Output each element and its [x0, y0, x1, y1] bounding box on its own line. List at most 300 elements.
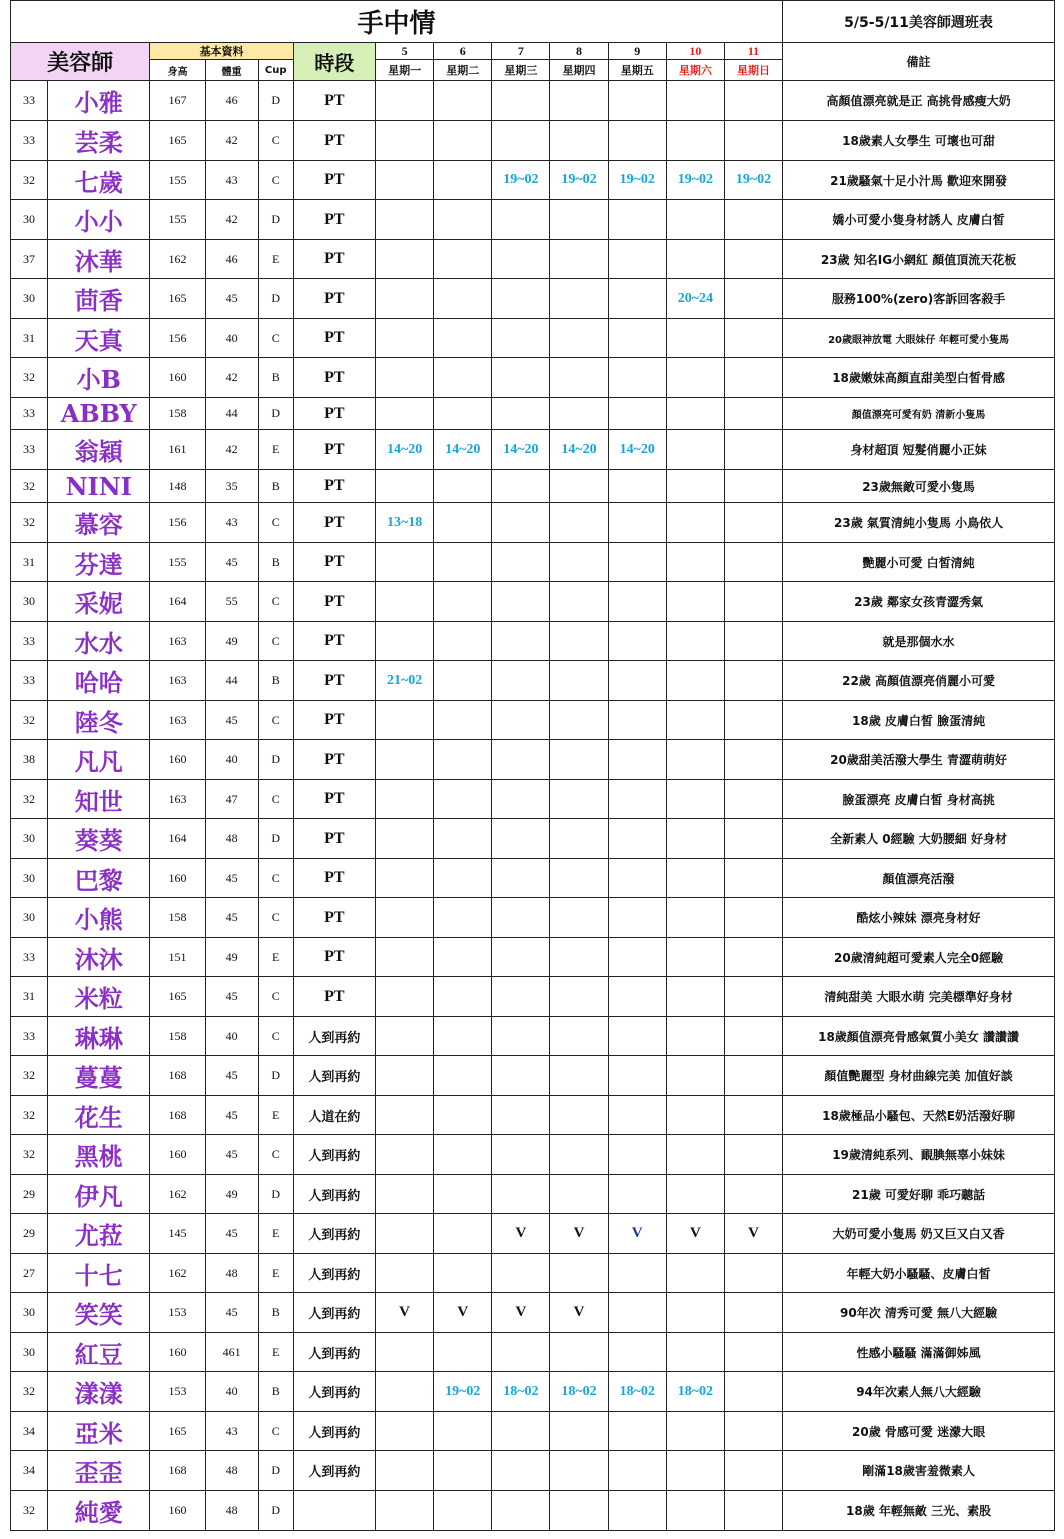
- weight-cell: 461: [205, 1333, 258, 1372]
- shift-cell: [666, 430, 724, 470]
- shift-cell: [608, 740, 666, 780]
- age-cell: 31: [11, 977, 48, 1017]
- shift-cell: [376, 582, 434, 622]
- height-cell: 168: [150, 1451, 205, 1491]
- table-row: [11, 1491, 1055, 1531]
- shift-cell: [376, 279, 434, 319]
- shift-cell: 18~02: [492, 1372, 550, 1412]
- cup-cell: D: [258, 740, 293, 780]
- beautician-name: 純愛: [48, 1491, 150, 1531]
- height-cell: 158: [150, 898, 205, 938]
- shift-cell: [724, 780, 782, 819]
- shift-cell: [492, 622, 550, 661]
- time-slot-cell: 人到再約: [293, 1333, 375, 1372]
- cup-cell: B: [258, 661, 293, 701]
- time-slot-cell: PT: [293, 859, 375, 898]
- time-slot-cell: PT: [293, 819, 375, 859]
- shift-cell: [608, 200, 666, 240]
- shift-cell: [724, 430, 782, 470]
- time-slot-cell: PT: [293, 543, 375, 582]
- age-cell: 32: [11, 470, 48, 503]
- shift-cell: [724, 81, 782, 121]
- shift-cell: [608, 582, 666, 622]
- shift-cell: [550, 1491, 608, 1531]
- shift-cell: [550, 470, 608, 503]
- beautician-name: 小小: [48, 200, 150, 240]
- time-slot-cell: PT: [293, 661, 375, 701]
- cup-cell: C: [258, 701, 293, 740]
- shift-cell: V: [608, 1214, 666, 1254]
- weight-cell: 44: [205, 661, 258, 701]
- shift-cell: 19~02: [550, 161, 608, 200]
- notes-cell: 20歲甜美活潑大學生 青澀萌萌好: [783, 740, 1055, 780]
- age-cell: 33: [11, 81, 48, 121]
- notes-cell: 21歲 可愛好聊 乖巧聽話: [783, 1175, 1055, 1214]
- time-slot-cell: 人到再約: [293, 1214, 375, 1254]
- notes-cell: 20歲眼神放電 大眼妹仔 年輕可愛小隻馬: [783, 319, 1055, 358]
- weight-cell: 40: [205, 319, 258, 358]
- shift-cell: [434, 661, 492, 701]
- weight-cell: 40: [205, 1017, 258, 1056]
- shift-cell: [724, 1175, 782, 1214]
- shift-cell: [724, 200, 782, 240]
- cup-cell: C: [258, 977, 293, 1017]
- shift-cell: [608, 398, 666, 430]
- notes-cell: 23歲 氣質清純小隻馬 小鳥依人: [783, 503, 1055, 543]
- beautician-name: 七歲: [48, 161, 150, 200]
- shift-cell: [434, 279, 492, 319]
- height-cell: 163: [150, 661, 205, 701]
- shift-cell: [434, 582, 492, 622]
- shift-cell: 21~02: [376, 661, 434, 701]
- notes-cell: 性感小騷騷 滿滿御姊風: [783, 1333, 1055, 1372]
- shift-cell: [434, 622, 492, 661]
- notes-cell: 顏值艷麗型 身材曲線完美 加值好談: [783, 1056, 1055, 1096]
- shift-cell: [666, 819, 724, 859]
- shift-cell: [434, 898, 492, 938]
- time-slot-cell: PT: [293, 582, 375, 622]
- weight-cell: 48: [205, 819, 258, 859]
- beautician-name: 陸冬: [48, 701, 150, 740]
- shift-cell: [550, 81, 608, 121]
- shift-cell: [492, 358, 550, 398]
- header-cup: Cup: [258, 60, 293, 81]
- shift-cell: [666, 200, 724, 240]
- shift-cell: [608, 1333, 666, 1372]
- age-cell: 37: [11, 240, 48, 279]
- shift-cell: [376, 859, 434, 898]
- notes-cell: 18歲嫩妹高顏直甜美型白皙骨感: [783, 358, 1055, 398]
- table-row: [11, 200, 1055, 240]
- shift-cell: [434, 977, 492, 1017]
- weight-cell: 44: [205, 398, 258, 430]
- cup-cell: E: [258, 1214, 293, 1254]
- height-cell: 167: [150, 81, 205, 121]
- shift-cell: [666, 661, 724, 701]
- age-cell: 29: [11, 1175, 48, 1214]
- age-cell: 30: [11, 200, 48, 240]
- shift-cell: [550, 938, 608, 977]
- shift-cell: [492, 81, 550, 121]
- beautician-name: 小熊: [48, 898, 150, 938]
- notes-cell: 90年次 清秀可愛 無八大經驗: [783, 1293, 1055, 1333]
- shift-cell: [434, 470, 492, 503]
- shift-cell: [666, 1293, 724, 1333]
- cup-cell: D: [258, 1175, 293, 1214]
- shift-cell: [724, 543, 782, 582]
- cup-cell: D: [258, 819, 293, 859]
- shift-cell: [434, 1254, 492, 1293]
- shift-cell: [376, 398, 434, 430]
- notes-cell: 23歲 知名IG小網紅 顏值頂流天花板: [783, 240, 1055, 279]
- shift-cell: [492, 200, 550, 240]
- height-cell: 161: [150, 430, 205, 470]
- cup-cell: B: [258, 470, 293, 503]
- shift-cell: [376, 1412, 434, 1451]
- shift-cell: [666, 701, 724, 740]
- shift-cell: [550, 622, 608, 661]
- notes-cell: 94年次素人無八大經驗: [783, 1372, 1055, 1412]
- shift-cell: [724, 503, 782, 543]
- table-row: [11, 1017, 1055, 1056]
- shift-cell: [608, 1293, 666, 1333]
- height-cell: 158: [150, 1017, 205, 1056]
- height-cell: 163: [150, 780, 205, 819]
- time-slot-cell: 人到再約: [293, 1372, 375, 1412]
- age-cell: 32: [11, 358, 48, 398]
- shift-cell: [434, 1491, 492, 1531]
- header-date: 11: [724, 43, 782, 60]
- shift-cell: [666, 977, 724, 1017]
- age-cell: 30: [11, 898, 48, 938]
- shift-cell: [376, 1096, 434, 1135]
- cup-cell: D: [258, 1451, 293, 1491]
- shift-cell: [434, 358, 492, 398]
- shift-cell: [492, 1096, 550, 1135]
- time-slot-cell: 人到再約: [293, 1293, 375, 1333]
- height-cell: 145: [150, 1214, 205, 1254]
- age-cell: 32: [11, 1056, 48, 1096]
- shift-cell: [724, 121, 782, 161]
- shift-cell: [724, 898, 782, 938]
- shift-cell: [376, 81, 434, 121]
- age-cell: 32: [11, 780, 48, 819]
- age-cell: 30: [11, 279, 48, 319]
- table-row: [11, 1096, 1055, 1135]
- shift-cell: [492, 1412, 550, 1451]
- notes-cell: 20歲 骨感可愛 迷濛大眼: [783, 1412, 1055, 1451]
- weight-cell: 42: [205, 200, 258, 240]
- shift-cell: [666, 319, 724, 358]
- shift-cell: [666, 1333, 724, 1372]
- time-slot-cell: PT: [293, 240, 375, 279]
- weight-cell: 45: [205, 543, 258, 582]
- shift-cell: [376, 1333, 434, 1372]
- time-slot-cell: PT: [293, 81, 375, 121]
- shift-cell: [724, 977, 782, 1017]
- notes-cell: 臉蛋漂亮 皮膚白皙 身材高挑: [783, 780, 1055, 819]
- height-cell: 160: [150, 1491, 205, 1531]
- height-cell: 153: [150, 1372, 205, 1412]
- shift-cell: [434, 543, 492, 582]
- table-row: [11, 701, 1055, 740]
- shift-cell: [608, 1175, 666, 1214]
- header-height: 身高: [150, 60, 205, 81]
- shift-cell: [492, 740, 550, 780]
- shift-cell: 19~02: [434, 1372, 492, 1412]
- beautician-name: 知世: [48, 780, 150, 819]
- beautician-name: 黑桃: [48, 1135, 150, 1175]
- shift-cell: [550, 701, 608, 740]
- header-beautician: 美容師: [11, 43, 150, 81]
- shift-cell: [608, 1096, 666, 1135]
- time-slot-cell: 人到再約: [293, 1412, 375, 1451]
- shift-cell: [724, 1135, 782, 1175]
- shift-cell: [666, 1096, 724, 1135]
- cup-cell: C: [258, 780, 293, 819]
- notes-cell: 身材超頂 短髮俏麗小正妹: [783, 430, 1055, 470]
- cup-cell: D: [258, 81, 293, 121]
- shift-cell: [666, 1056, 724, 1096]
- notes-cell: 18歲素人女學生 可壞也可甜: [783, 121, 1055, 161]
- weight-cell: 40: [205, 740, 258, 780]
- table-row: [11, 661, 1055, 701]
- weight-cell: 40: [205, 1372, 258, 1412]
- age-cell: 27: [11, 1254, 48, 1293]
- shift-cell: [666, 859, 724, 898]
- shift-cell: [550, 977, 608, 1017]
- cup-cell: B: [258, 358, 293, 398]
- table-row: [11, 121, 1055, 161]
- notes-cell: 20歲清純超可愛素人完全0經驗: [783, 938, 1055, 977]
- header-date: 7: [492, 43, 550, 60]
- height-cell: 160: [150, 859, 205, 898]
- shift-cell: [550, 1135, 608, 1175]
- height-cell: 148: [150, 470, 205, 503]
- shift-cell: V: [550, 1293, 608, 1333]
- cup-cell: B: [258, 1372, 293, 1412]
- notes-cell: 就是那個水水: [783, 622, 1055, 661]
- shift-cell: [434, 701, 492, 740]
- header-time-slot: 時段: [293, 43, 375, 81]
- shift-cell: [550, 1333, 608, 1372]
- weight-cell: 45: [205, 1293, 258, 1333]
- beautician-name: 米粒: [48, 977, 150, 1017]
- cup-cell: C: [258, 582, 293, 622]
- age-cell: 29: [11, 1214, 48, 1254]
- shift-cell: [492, 470, 550, 503]
- beautician-name: 凡凡: [48, 740, 150, 780]
- shift-cell: [724, 1096, 782, 1135]
- shift-cell: [492, 1254, 550, 1293]
- weight-cell: 46: [205, 81, 258, 121]
- shift-cell: [724, 1412, 782, 1451]
- shift-cell: [550, 240, 608, 279]
- shift-cell: 14~20: [492, 430, 550, 470]
- header-weight: 體重: [205, 60, 258, 81]
- table-row: [11, 819, 1055, 859]
- cup-cell: C: [258, 1412, 293, 1451]
- shift-cell: [550, 543, 608, 582]
- shift-cell: [608, 503, 666, 543]
- notes-cell: 18歲 皮膚白皙 臉蛋清純: [783, 701, 1055, 740]
- time-slot-cell: PT: [293, 430, 375, 470]
- shift-cell: V: [724, 1214, 782, 1254]
- shift-cell: [434, 740, 492, 780]
- shift-cell: [434, 1333, 492, 1372]
- shift-cell: [376, 1017, 434, 1056]
- shift-cell: [376, 358, 434, 398]
- table-row: [11, 543, 1055, 582]
- time-slot-cell: [293, 1491, 375, 1531]
- header-weekday: 星期一: [376, 60, 434, 81]
- shift-cell: [608, 819, 666, 859]
- height-cell: 162: [150, 1175, 205, 1214]
- shift-cell: [608, 121, 666, 161]
- notes-cell: 19歲清純系列、靦腆無辜小妹妹: [783, 1135, 1055, 1175]
- shift-cell: [666, 1254, 724, 1293]
- shift-cell: [666, 898, 724, 938]
- cup-cell: D: [258, 1056, 293, 1096]
- shift-cell: [666, 240, 724, 279]
- height-cell: 155: [150, 543, 205, 582]
- cup-cell: C: [258, 319, 293, 358]
- shift-cell: [492, 819, 550, 859]
- cup-cell: C: [258, 1017, 293, 1056]
- shift-cell: [666, 938, 724, 977]
- cup-cell: E: [258, 1096, 293, 1135]
- shift-cell: [376, 543, 434, 582]
- shift-cell: [434, 1214, 492, 1254]
- cup-cell: C: [258, 503, 293, 543]
- weight-cell: 43: [205, 503, 258, 543]
- shift-cell: [434, 161, 492, 200]
- shift-cell: [492, 543, 550, 582]
- shift-cell: [434, 121, 492, 161]
- shift-cell: [608, 1491, 666, 1531]
- shift-cell: [376, 319, 434, 358]
- header-weekday: 星期六: [666, 60, 724, 81]
- shift-cell: [608, 780, 666, 819]
- notes-cell: 大奶可愛小隻馬 奶又巨又白又香: [783, 1214, 1055, 1254]
- shift-cell: [724, 1017, 782, 1056]
- shift-cell: [492, 1017, 550, 1056]
- time-slot-cell: PT: [293, 503, 375, 543]
- shift-cell: [724, 582, 782, 622]
- shift-cell: [608, 1412, 666, 1451]
- height-cell: 165: [150, 1412, 205, 1451]
- shift-cell: [434, 503, 492, 543]
- shift-cell: V: [666, 1214, 724, 1254]
- notes-cell: 嬌小可愛小隻身材誘人 皮膚白皙: [783, 200, 1055, 240]
- shift-cell: [666, 543, 724, 582]
- shift-cell: [550, 780, 608, 819]
- age-cell: 32: [11, 1491, 48, 1531]
- shift-cell: 18~02: [608, 1372, 666, 1412]
- table-row: [11, 1056, 1055, 1096]
- shift-cell: [608, 1135, 666, 1175]
- weight-cell: 42: [205, 358, 258, 398]
- table-row: [11, 622, 1055, 661]
- shift-cell: [608, 622, 666, 661]
- header-basic-info: 基本資料: [150, 43, 293, 60]
- shift-cell: [550, 1412, 608, 1451]
- shift-cell: V: [434, 1293, 492, 1333]
- beautician-name: 花生: [48, 1096, 150, 1135]
- weight-cell: 43: [205, 161, 258, 200]
- beautician-name: 采妮: [48, 582, 150, 622]
- shift-cell: 14~20: [608, 430, 666, 470]
- time-slot-cell: PT: [293, 977, 375, 1017]
- height-cell: 165: [150, 121, 205, 161]
- shift-cell: [492, 938, 550, 977]
- age-cell: 34: [11, 1412, 48, 1451]
- header-weekday: 星期四: [550, 60, 608, 81]
- beautician-name: 十七: [48, 1254, 150, 1293]
- shift-cell: [724, 1254, 782, 1293]
- notes-cell: 全新素人 0經驗 大奶腰細 好身材: [783, 819, 1055, 859]
- header-date: 5: [376, 43, 434, 60]
- cup-cell: C: [258, 1135, 293, 1175]
- cup-cell: C: [258, 622, 293, 661]
- shift-cell: [666, 470, 724, 503]
- shift-cell: [666, 1175, 724, 1214]
- height-cell: 164: [150, 582, 205, 622]
- time-slot-cell: PT: [293, 398, 375, 430]
- age-cell: 32: [11, 1372, 48, 1412]
- shift-cell: [724, 1293, 782, 1333]
- height-cell: 162: [150, 240, 205, 279]
- shift-cell: [724, 1491, 782, 1531]
- weight-cell: 46: [205, 240, 258, 279]
- weight-cell: 45: [205, 1096, 258, 1135]
- shift-cell: 18~02: [666, 1372, 724, 1412]
- shift-cell: [376, 701, 434, 740]
- shift-cell: 14~20: [376, 430, 434, 470]
- cup-cell: B: [258, 1293, 293, 1333]
- weight-cell: 43: [205, 1412, 258, 1451]
- age-cell: 33: [11, 661, 48, 701]
- notes-cell: 21歲騷氣十足小汁馬 歡迎來開發: [783, 161, 1055, 200]
- time-slot-cell: PT: [293, 470, 375, 503]
- notes-cell: 22歲 高顏值漂亮俏麗小可愛: [783, 661, 1055, 701]
- cup-cell: B: [258, 543, 293, 582]
- shift-cell: [724, 661, 782, 701]
- beautician-name: 漾漾: [48, 1372, 150, 1412]
- shift-cell: [724, 319, 782, 358]
- table-row: [11, 81, 1055, 121]
- shift-cell: [492, 1491, 550, 1531]
- age-cell: 32: [11, 1096, 48, 1135]
- shift-cell: [376, 240, 434, 279]
- weight-cell: 49: [205, 622, 258, 661]
- shift-cell: [608, 898, 666, 938]
- header-weekday: 星期日: [724, 60, 782, 81]
- shift-cell: [724, 1333, 782, 1372]
- table-row: [11, 859, 1055, 898]
- age-cell: 33: [11, 430, 48, 470]
- table-row: [11, 398, 1055, 430]
- shift-cell: [550, 1451, 608, 1491]
- weight-cell: 45: [205, 1214, 258, 1254]
- notes-cell: 酷炫小辣妹 漂亮身材好: [783, 898, 1055, 938]
- table-row: [11, 898, 1055, 938]
- age-cell: 34: [11, 1451, 48, 1491]
- cup-cell: E: [258, 1254, 293, 1293]
- weight-cell: 49: [205, 938, 258, 977]
- shift-cell: [608, 1056, 666, 1096]
- shift-cell: [550, 859, 608, 898]
